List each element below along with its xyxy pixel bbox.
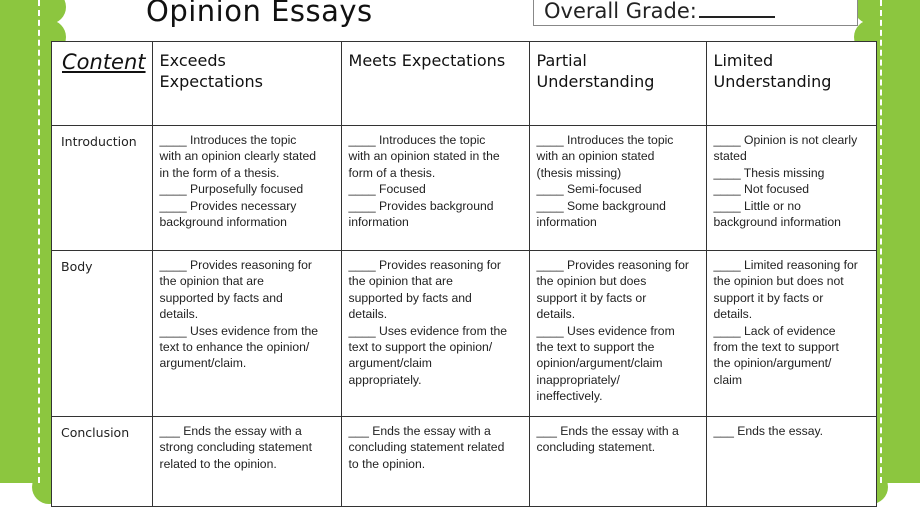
header-meets-expectations [341,42,529,126]
cell-line: form of a thesis. [348,165,436,180]
cell-line: ____ Uses evidence from [536,323,675,338]
header-limited-understanding [706,42,876,126]
cell-line: the opinion but does [536,274,647,289]
cell-line: in the form of a thesis. [159,165,280,180]
cell-line: appropriately. [348,372,422,387]
overall-grade-blank[interactable] [699,0,775,18]
cell-line: ___ Ends the essay with a [536,424,679,438]
cell-line: details. [348,307,388,322]
cell-line: information [348,215,409,230]
cell-line: ____ Semi-focused [536,182,642,197]
cell-line: ____ Provides background [348,198,494,213]
overall-grade-label: Overall Grade: [544,0,697,23]
cell-line: details. [536,307,576,322]
header-content: Content [52,42,153,126]
cell-text [529,126,706,251]
cell-text [152,126,341,251]
cell-line: claim [713,372,742,387]
header-text: Understanding [713,72,832,91]
cell-line: related to the opinion. [159,456,277,471]
cell-line: the text to support the [536,340,655,355]
overall-grade-box [533,0,858,26]
cell-line: strong concluding statement [159,440,312,455]
cell-line: the opinion but does not [713,274,844,289]
row-label-conclusion: Conclusion [52,417,153,507]
header-text: Limited [713,51,774,70]
cell-line: support it by facts or [536,290,647,305]
cell-line: text to enhance the opinion/ [159,340,310,355]
cell-line: to the opinion. [348,456,426,471]
cell-line: ____ Provides necessary [159,198,297,213]
cell-line: ____ Limited reasoning for [713,258,858,272]
cell-text [529,251,706,417]
cell-line: ____ Provides reasoning for [536,258,689,272]
cell-line: ____ Provides reasoning for [159,258,312,272]
cell-line: background information [713,215,841,230]
right-dashed-stitch [880,0,882,483]
cell-line: text to support the opinion/ [348,340,493,355]
cell-line: support it by facts or [713,290,824,305]
cell-text [529,417,706,507]
cell-line: ____ Lack of evidence [713,323,836,338]
cell-line: (thesis missing) [536,165,622,180]
left-decorative-border [0,0,52,483]
cell-line: supported by facts and [159,290,283,305]
cell-text [341,417,529,507]
cell-line: inappropriately/ [536,372,620,387]
left-dashed-stitch [38,0,40,483]
cell-line: ____ Purposefully focused [159,182,304,197]
rubric-header-row [52,42,877,126]
cell-line: ____ Thesis missing [713,165,825,180]
header-text: Expectations [159,72,263,91]
cell-text [152,251,341,417]
cell-text [341,251,529,417]
cell-line: ____ Focused [348,182,426,197]
cell-line: ineffectively. [536,389,603,404]
cell-line: ___ Ends the essay. [713,424,824,438]
cell-line: the opinion/argument/ [713,356,832,371]
header-text: Exceeds [159,51,226,70]
header-exceeds-expectations [152,42,341,126]
cell-line: ____ Uses evidence from the [159,323,319,338]
cell-line: supported by facts and [348,290,472,305]
rubric-table [51,41,877,507]
row-body [52,251,877,417]
cell-line: ____ Introduces the topic [348,133,486,147]
row-conclusion [52,417,877,507]
header-text: Meets Expectations [348,51,506,70]
cell-line: ____ Little or no [713,198,801,213]
cell-line: ____ Opinion is not clearly [713,133,858,147]
page-title: Opinion Essays [146,0,373,28]
cell-line: from the text to support [713,340,839,355]
cell-line: ____ Uses evidence from the [348,323,508,338]
cell-line: ___ Ends the essay with a [348,424,491,438]
cell-line: ___ Ends the essay with a [159,424,302,438]
cell-line: with an opinion stated [536,149,655,164]
cell-text [706,417,876,507]
cell-line: ____ Some background [536,198,666,213]
cell-line: ____ Provides reasoning for [348,258,501,272]
cell-line: argument/claim [348,356,432,371]
row-label-body: Body [52,251,153,417]
cell-line: details. [159,307,199,322]
cell-line: argument/claim. [159,356,247,371]
cell-line: details. [713,307,753,322]
cell-line: the opinion that are [159,274,264,289]
cell-line: ____ Not focused [713,182,810,197]
cell-text [706,251,876,417]
cell-line: opinion/argument/claim [536,356,663,371]
cell-line: concluding statement. [536,440,656,455]
cell-line: with an opinion stated in the [348,149,500,164]
cell-line: concluding statement related [348,440,505,455]
header-text: Partial [536,51,587,70]
cell-line: stated [713,149,747,164]
cell-text [152,417,341,507]
header-text: Understanding [536,72,655,91]
header-partial-understanding [529,42,706,126]
cell-text [341,126,529,251]
cell-line: the opinion that are [348,274,453,289]
cell-line: background information [159,215,287,230]
cell-line: ____ Introduces the topic [159,133,297,147]
cell-line: with an opinion clearly stated [159,149,317,164]
cell-line: ____ Introduces the topic [536,133,674,147]
row-introduction [52,126,877,251]
row-label-introduction: Introduction [52,126,153,251]
cell-line: information [536,215,597,230]
cell-text [706,126,876,251]
